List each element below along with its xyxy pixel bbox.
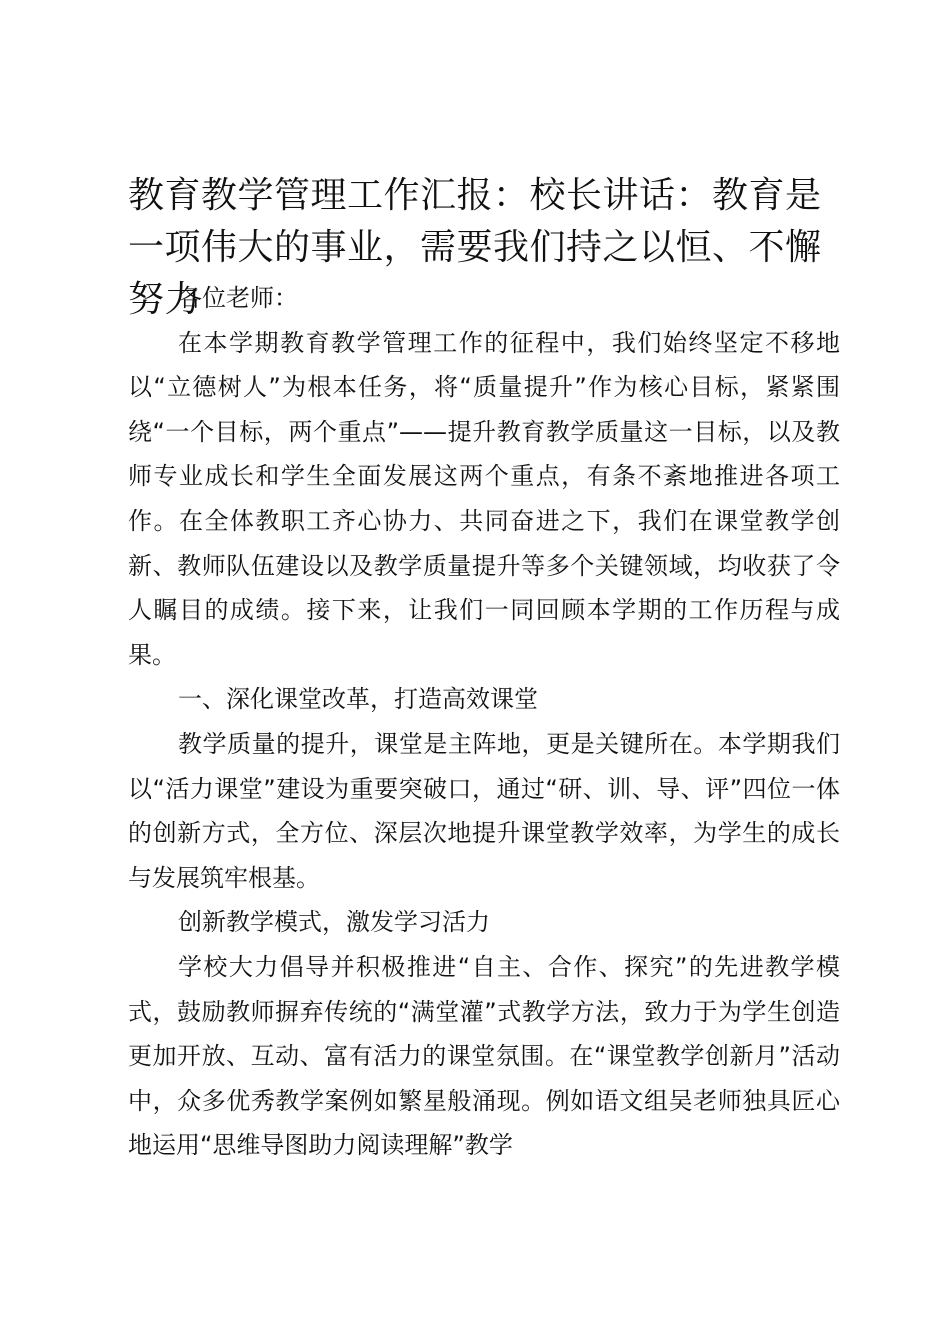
body-paragraph: 教学质量的提升，课堂是主阵地，更是关键所在。本学期我们以“活力课堂”建设为重要突破口，通过“研、训、导、评”四位一体的创新方式，全方位、深层次地提升课堂教学效率，为学生的成长与发展筑牢根基。 [128, 729, 840, 892]
document-title: 教育教学管理工作汇报：校长讲话：教育是一项伟大的事业，需要我们持之以恒、不懈努力 [128, 175, 822, 320]
section-heading: 一、深化课堂改革，打造高效课堂 [178, 685, 538, 714]
body-paragraph: 在本学期教育教学管理工作的征程中，我们始终坚定不移地以“立德树人”为根本任务，将“质量提升”作为核心目标，紧紧围绕“一个目标，两个重点”——提升教育教学质量这一目标，以及教师专业成长和学生全面发展这两个重点，有条不紊地推进各项工作。在全体教职工齐心协力、共同奋进之下，我们在课堂教学创新、教师队伍建设以及教学质量提升等多个关键领域，均收获了令人瞩目的成绩。接下来，让我们一同回顾本学期的工作历程与成果。 [128, 328, 840, 669]
salutation: 各位老师： [178, 284, 298, 312]
document-body [128, 276, 840, 1168]
body-paragraph: 学校大力倡导并积极推进“自主、合作、探究”的先进教学模式，鼓励教师摒弃传统的“满堂灌”式教学方法，致力于为学生创造更加开放、互动、富有活力的课堂氛围。在“课堂教学创新月”活动中，众多优秀教学案例如繁星般涌现。例如语文组吴老师独具匠心地运用“思维导图助力阅读理解”教学 [128, 952, 840, 1160]
subsection-heading: 创新教学模式，激发学习活力 [178, 908, 490, 937]
